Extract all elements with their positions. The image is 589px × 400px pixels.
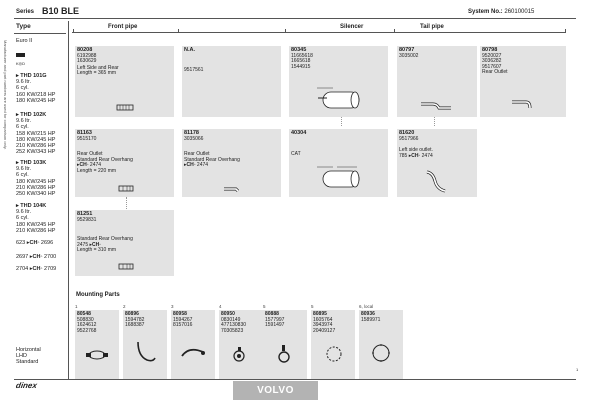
tailpipe-drawing xyxy=(419,98,453,112)
part-box-81620[interactable]: 81620 9517966 Left side outlet. 785 ▸CH◦ 2474 xyxy=(397,129,477,197)
gear-icon: K◎D xyxy=(16,61,26,66)
hanger-icon xyxy=(135,340,157,364)
range-2: 2697 ▸CH◦ 2700 xyxy=(16,254,57,260)
part-box-80797[interactable]: 80797 3035002 xyxy=(397,46,477,117)
orientation-footer: Horizontal LHD Standard xyxy=(16,347,41,366)
engine-icon xyxy=(16,52,27,58)
part-box-na[interactable]: N.A. 9517561 xyxy=(182,46,281,117)
variant-101g: ▸ THD 101G 9.6 ltr. 6 cyl. 160 KW/218 HP 180 KW/245 HP xyxy=(16,73,56,104)
part-box-81163[interactable]: 81163 9515170 Rear Outlet Standard Rear Overhang ▸CH◦ 2474 Length = 220 mm xyxy=(75,129,174,197)
variant-104k: ▸ THD 104K 9.6 ltr. 6 cyl. 180 KW/245 HP 210 KW/286 HP xyxy=(16,203,56,234)
connector xyxy=(126,197,127,209)
tailpipe-drawing xyxy=(510,98,534,112)
type-rule xyxy=(14,33,66,34)
part-box-80798[interactable]: 80798 9520027 3036282 9517607 Rear Outlet xyxy=(480,46,566,117)
page-marker: 1 xyxy=(576,367,579,372)
part-box-81251[interactable]: 81251 9529831 Standard Rear Overhang 2475 ▸CH◦ Length = 310 mm xyxy=(75,210,174,276)
range-3: 2704 ▸CH◦ 2709 xyxy=(16,266,57,272)
series-value: B10 BLE xyxy=(42,6,80,16)
connector xyxy=(341,117,342,126)
part-box-81178[interactable]: 81178 3035066 Rear Outlet Standard Rear Overhang ▸CH◦ 2474 xyxy=(182,129,281,197)
type-label: Type xyxy=(16,23,31,30)
pipe-drawing xyxy=(115,102,135,112)
vertical-note: Manufacturer and part numbers are used for comparison only. xyxy=(3,40,8,150)
ring-clamp-icon xyxy=(323,344,345,364)
mount-part-80888[interactable]: 5 80888 1577997 1591497 xyxy=(263,310,307,379)
header-rule xyxy=(14,18,576,19)
tick xyxy=(394,29,395,33)
col-tail-pipe: Tail pipe xyxy=(420,24,444,30)
make-label: VOLVO xyxy=(233,381,318,400)
gasket-ring-icon xyxy=(370,342,392,364)
tick xyxy=(178,29,179,33)
euro-label: Euro II xyxy=(16,38,33,44)
vertical-note-wrap xyxy=(2,40,8,340)
part-box-40304[interactable]: 40304 CAT xyxy=(289,129,388,197)
pipe-drawing xyxy=(117,184,135,193)
mount-part-80958[interactable]: 3 80958 1594267 8157016 xyxy=(171,310,215,379)
rubber-mount-icon xyxy=(231,346,251,362)
silencer-drawing xyxy=(315,84,365,112)
variant-103k: ▸ THD 103K 9.6 ltr. 6 cyl. 180 KW/245 HP 210 KW/286 HP 250 KW/340 HP xyxy=(16,160,56,198)
tick xyxy=(565,29,566,33)
clamp-icon xyxy=(85,348,109,362)
part-box-80345[interactable]: 80345 11665618 1665618 1544915 xyxy=(289,46,388,117)
col-front-pipe: Front pipe xyxy=(108,24,138,30)
hanger-clip-icon xyxy=(275,344,295,364)
bracket-icon xyxy=(179,344,207,360)
mount-part-80950[interactable]: 4 80950 0830149 477130830 70305823 xyxy=(219,310,263,379)
mount-part-80896[interactable]: 2 80896 1594782 1688387 xyxy=(123,310,167,379)
variant-102k: ▸ THD 102K 9.6 ltr. 6 cyl. 158 KW/215 HP 180 KW/245 HP 210 KW/286 HP 252 KW/343 HP xyxy=(16,112,56,156)
tick xyxy=(73,29,74,33)
mount-part-80936[interactable]: 6, local 80936 1589971 xyxy=(359,310,403,379)
columns-rule xyxy=(72,32,566,33)
brand-logo: dinex xyxy=(15,381,38,390)
left-divider xyxy=(68,21,69,379)
tailpipe-drawing xyxy=(423,169,451,195)
connector xyxy=(434,117,435,126)
silencer-drawing xyxy=(315,163,365,191)
pipe-drawing xyxy=(117,262,135,271)
mount-part-80548[interactable]: 1 80548 508830 1624612 9522768 xyxy=(75,310,119,379)
footer-rule xyxy=(14,379,576,380)
mounting-title: Mounting Parts xyxy=(76,292,120,298)
col-silencer: Silencer xyxy=(340,24,364,30)
series-label: Series xyxy=(16,9,35,15)
tick xyxy=(285,29,286,33)
range-1: 623 ▸CH◦ 2696 xyxy=(16,240,54,246)
system-number: System No.: 260100015 xyxy=(468,9,535,15)
part-box-80208[interactable]: 80208 6192988 1630629 Left Side and Rear Length = 365 mm xyxy=(75,46,174,117)
pipe-drawing xyxy=(222,185,240,194)
mount-part-80895[interactable]: 5 80895 1605764 3943974 20409127 xyxy=(311,310,355,379)
